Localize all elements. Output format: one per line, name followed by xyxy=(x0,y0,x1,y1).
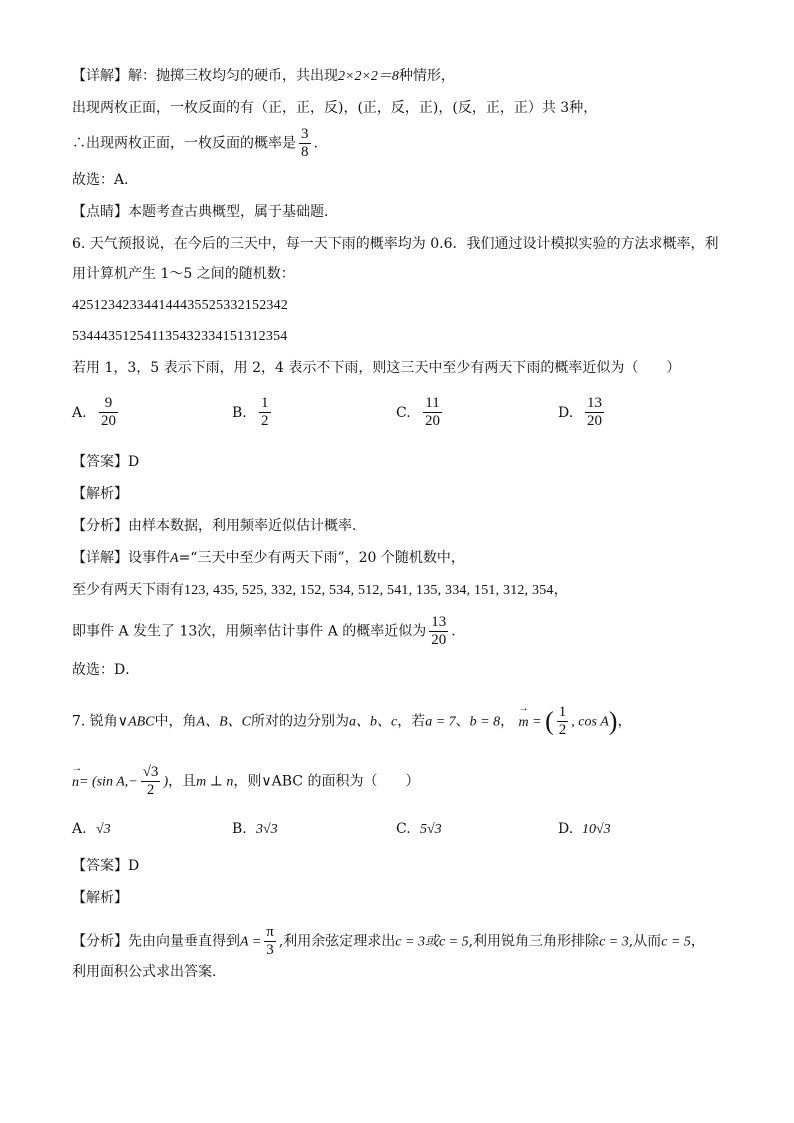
detail-line-2: 出现两枚正面，一枚反面的有（正，正，反)，(正，反，正)，(反，正，正）共 3种， xyxy=(72,100,598,116)
random-digits-2: 534443512541135432334151312354 xyxy=(72,329,288,344)
option-label: A. xyxy=(72,821,87,837)
q6-answer: 【答案】D xyxy=(72,454,140,470)
fraction-13-20 xyxy=(429,614,448,649)
option-label: A. xyxy=(72,404,87,421)
q7-option-a[interactable] xyxy=(72,821,111,838)
cos-a: , cos A xyxy=(571,714,609,730)
option-label: D. xyxy=(558,404,574,421)
q6-option-c[interactable] xyxy=(396,395,445,430)
fenxi-end: ， xyxy=(690,933,705,950)
a-equals: A = xyxy=(240,934,262,950)
probability-text: ∴出现两枚正面，一枚反面的概率是 xyxy=(72,135,296,152)
frac-num: 3 xyxy=(301,126,309,142)
detail-line-3 xyxy=(72,126,318,161)
c-five: c = 5 xyxy=(661,934,691,950)
n-close: ) xyxy=(163,774,169,790)
period: . xyxy=(313,135,318,152)
option-fraction xyxy=(423,395,442,430)
frac-den: 20 xyxy=(101,413,116,429)
fraction-3-8 xyxy=(299,126,311,161)
event-a: A xyxy=(170,551,179,566)
outcome-list: 123, 435, 525, 332, 152, 534, 512, 541, 135, 334, 151, 312, 354 xyxy=(184,583,554,598)
fenxi-prefix: 【分析】先由向量垂直得到 xyxy=(72,933,240,950)
b-value: b = 8 xyxy=(469,714,501,730)
q7-cond: ，若 xyxy=(397,713,426,730)
detail-prefix: 【详解】解：抛掷三枚均匀的硬币，共出现 xyxy=(72,68,338,84)
q6-analysis-heading: 【解析】 xyxy=(72,486,128,502)
option-value: 10√3 xyxy=(582,822,611,837)
frac-den: 8 xyxy=(301,144,309,160)
q6-freq-line xyxy=(72,614,456,649)
frac-den: 2 xyxy=(146,782,155,798)
a-value: a = 7 xyxy=(425,714,456,730)
frac-den: 20 xyxy=(431,632,447,648)
q6-detail xyxy=(72,548,465,569)
detail-line-1 xyxy=(72,66,455,87)
q6-option-b[interactable] xyxy=(232,395,274,430)
option-fraction xyxy=(99,395,118,430)
option-label: B. xyxy=(232,404,247,421)
q6-fenxi: 【分析】由样本数据，利用频率近似估计概率. xyxy=(72,518,357,534)
q7-answer: 【答案】D xyxy=(72,858,140,874)
vector-m-letter: m xyxy=(518,714,529,730)
detail-suffix: 种情形， xyxy=(398,68,455,84)
c-values: c = 3或c = 5 xyxy=(395,934,469,950)
vector-n xyxy=(72,762,82,793)
q7-text: 中，角 xyxy=(154,713,197,730)
list-suffix: ， xyxy=(553,582,568,598)
list-prefix: 至少有两天下雨有 xyxy=(72,582,184,598)
option-label: B. xyxy=(232,821,247,837)
option-label: C. xyxy=(396,404,411,421)
q7-option-d[interactable] xyxy=(558,821,611,838)
choose-a: 故选：A． xyxy=(72,172,139,188)
fraction-1-2 xyxy=(557,704,569,739)
detail-event-text: =“三天中至少有两天下雨”，20 个随机数中， xyxy=(178,550,465,566)
area-question: ，则∨ABC 的面积为（ ） xyxy=(233,773,420,790)
frac-num: 9 xyxy=(99,395,118,413)
fraction-pi-3 xyxy=(264,924,276,959)
vector-arrow-icon: → xyxy=(518,702,529,714)
frac-num: 13 xyxy=(587,395,602,411)
q7-option-b[interactable] xyxy=(232,821,278,838)
triangle-abc: ABC xyxy=(128,714,155,730)
random-digits-1: 425123423344144435525332152342 xyxy=(72,298,288,313)
period: . xyxy=(451,623,456,640)
option-label: C. xyxy=(396,821,411,837)
q6-stem-2: 用计算机产生 1～5 之间的随机数： xyxy=(72,266,295,282)
c-three: c = 3 xyxy=(599,934,629,950)
freq-text: 即事件 A 发生了 13次，用频率估计事件 A 的概率近似为 xyxy=(72,623,427,640)
q6-option-d[interactable] xyxy=(558,395,607,430)
q7-stem-2 xyxy=(72,764,419,799)
q7-analysis-heading: 【解析】 xyxy=(72,890,128,906)
q6-stem-1: 6. 天气预报说，在今后的三天中，每一天下雨的概率均为 0.6．我们通过设计模拟实验的方法求概率，利 xyxy=(72,236,719,252)
angles: A、B、C xyxy=(196,714,251,730)
fenxi-text-2: ,利用锐角三角形排除 xyxy=(468,933,600,950)
frac-den: 3 xyxy=(266,942,274,958)
fenxi-text-3: ,从而 xyxy=(628,933,662,950)
frac-den: 2 xyxy=(558,722,567,738)
frac-num: π xyxy=(266,924,274,940)
frac-den: 20 xyxy=(587,413,602,429)
n-value: = (sin A,− xyxy=(79,774,138,790)
option-value: 3√3 xyxy=(256,822,278,837)
frac-num: √3 xyxy=(142,764,159,780)
perp-expr: m ⊥ n xyxy=(196,774,234,790)
vector-n-letter: n xyxy=(72,774,79,790)
sides: a、b、c xyxy=(348,714,398,730)
option-label: D. xyxy=(558,821,574,837)
option-fraction xyxy=(585,395,604,430)
q6-option-a[interactable] xyxy=(72,395,121,430)
vector-m xyxy=(518,702,529,733)
frac-num: 1 xyxy=(261,395,269,411)
option-fraction xyxy=(259,395,271,430)
fenxi-text-1: ,利用余弦定理求出 xyxy=(278,933,396,950)
detail-prefix: 【详解】设事件 xyxy=(72,550,170,566)
comment-line: 【点睛】本题考查古典概型，属于基础题． xyxy=(72,204,338,220)
q6-list-line xyxy=(72,580,568,601)
option-value: √3 xyxy=(96,822,111,837)
q7-fenxi xyxy=(72,924,705,959)
q7-text-2: 所对的边分别为 xyxy=(250,713,349,730)
math-product: 2×2×2＝8 xyxy=(338,69,399,84)
q7-option-c[interactable] xyxy=(396,821,442,838)
frac-num: 11 xyxy=(423,395,442,413)
q7-stem-1: 7. 锐角∨ABC中，角A、B、C所对的边分别为a、b、c，若a = 7、b = 8， → m = ( $\frac{1}{2}$ , cos A)， xyxy=(72,704,631,739)
frac-num: 13 xyxy=(431,614,447,630)
frac-den: 20 xyxy=(425,413,440,429)
q6-stem-3: 若用 1，3，5 表示下雨，用 2，4 表示不下雨，则这三天中至少有两天下雨的概率近似为（ ） xyxy=(72,360,681,376)
option-value: 5√3 xyxy=(420,822,442,837)
frac-num: 1 xyxy=(558,704,567,720)
perp-text: ，且 xyxy=(168,773,197,790)
frac-den: 2 xyxy=(261,413,269,429)
fraction-sqrt3-2 xyxy=(141,764,161,799)
vector-arrow-icon: → xyxy=(72,762,82,774)
q7-last-line: 利用面积公式求出答案. xyxy=(72,964,217,980)
q6-choose: 故选：D． xyxy=(72,662,140,678)
q7-number: 7. 锐角∨ xyxy=(72,713,129,730)
